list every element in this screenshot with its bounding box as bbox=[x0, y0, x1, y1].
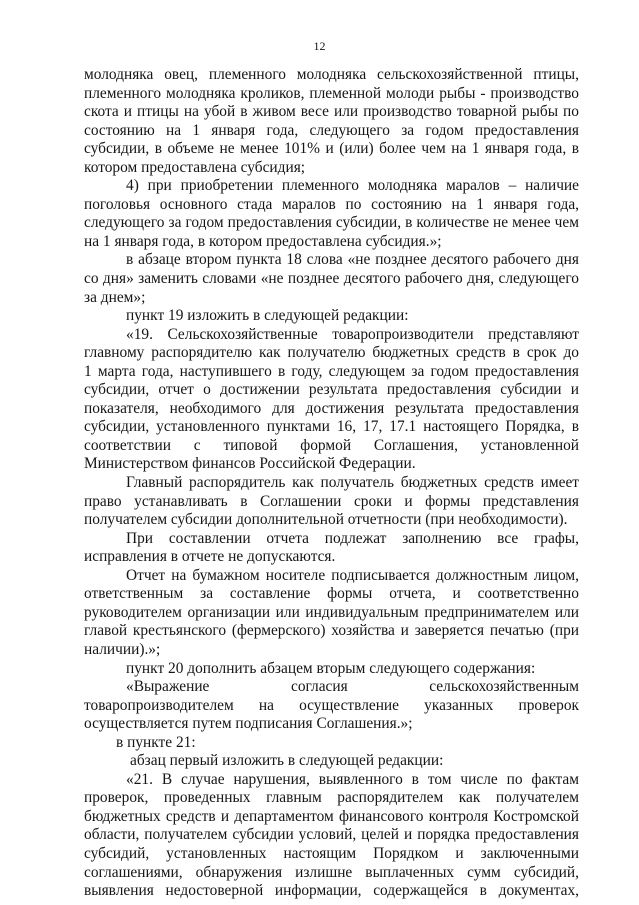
text-line: области, получателем субсидии условий, целей и порядка предоставления bbox=[84, 826, 579, 844]
text-line: руководителем организации или индивидуальным предпринимателем или bbox=[84, 603, 579, 621]
text-line: 1 марта года, наступившего в году, следующем за годом предоставления bbox=[84, 362, 579, 380]
text-line: субсидии, отчет о достижении результата предоставления субсидии и bbox=[84, 381, 579, 399]
text-line: племенного молодняка кроликов, племенной молоди рыбы - производство bbox=[84, 84, 579, 102]
text-line: пункт 19 изложить в следующей редакции: bbox=[126, 307, 409, 325]
text-line: пункт 20 дополнить абзацем вторым следующего содержания: bbox=[126, 659, 536, 677]
text-line: Главный распорядитель как получатель бюджетных средств имеет bbox=[126, 474, 579, 492]
text-line: «Выражение согласия сельскохозяйственным bbox=[126, 678, 579, 696]
text-line: выявления недостоверной информации, содержащейся в документах, bbox=[84, 882, 579, 900]
document-body bbox=[84, 66, 579, 901]
text-line: молодняка овец, племенного молодняка сельскохозяйственной птицы, bbox=[84, 66, 579, 83]
text-line: субсидии, в объеме не менее 101% и (или) более чем на 1 января года, в bbox=[84, 140, 579, 158]
text-line: в пункте 21: bbox=[116, 733, 196, 751]
text-line: состоянию на 1 января года, следующего за годом предоставления bbox=[84, 121, 579, 139]
text-line: субсидии, установленного пунктами 16, 17, 17.1 настоящего Порядка, в bbox=[84, 418, 579, 436]
text-line: главному распорядителю как получателю бюджетных средств в срок до bbox=[84, 344, 579, 362]
text-line: получателем субсидии дополнительной отчетности (при необходимости). bbox=[84, 511, 568, 529]
text-line: наличии).»; bbox=[84, 640, 161, 658]
text-line: «19. Сельскохозяйственные товаропроизводители представляют bbox=[126, 325, 579, 343]
text-line: следующего за годом предоставления субсидии, в количестве не менее чем bbox=[84, 214, 579, 232]
text-line: со дня» заменить словами «не позднее десятого рабочего дня, следующего bbox=[84, 270, 579, 288]
text-line: товаропроизводителем на осуществление указанных проверок bbox=[84, 696, 579, 714]
text-line: право устанавливать в Соглашении сроки и формы представления bbox=[84, 492, 579, 510]
text-line: Министерством финансов Российской Федерации. bbox=[84, 455, 416, 473]
text-line: проверок, проведенных главным распорядителем как получателем bbox=[84, 789, 579, 807]
text-line: за днем»; bbox=[84, 288, 146, 306]
text-line: ответственным за составление формы отчета, и соответственно bbox=[84, 585, 579, 603]
text-line: осуществляется путем подписания Соглашения.»; bbox=[84, 715, 413, 733]
text-line: соглашениями, обнаружения излишне выплаченных сумм субсидий, bbox=[84, 863, 579, 881]
text-line: соответствии с типовой формой Соглашения, установленной bbox=[84, 436, 579, 454]
text-line: скота и птицы на убой в живом весе или производство товарной рыбы по bbox=[84, 103, 579, 121]
text-line: «21. В случае нарушения, выявленного в том числе по фактам bbox=[126, 770, 579, 788]
text-line: бюджетных средств и департаментом финансового контроля Костромской bbox=[84, 807, 579, 825]
text-line: абзац первый изложить в следующей редакции: bbox=[130, 752, 444, 770]
text-line: исправления в отчете не допускаются. bbox=[84, 548, 336, 566]
text-line: в абзаце втором пункта 18 слова «не позднее десятого рабочего дня bbox=[126, 251, 579, 269]
text-line: на 1 января года, в котором предоставлена субсидия.»; bbox=[84, 232, 442, 250]
text-line: 4) при приобретении племенного молодняка маралов – наличие bbox=[126, 177, 579, 195]
text-line: Отчет на бумажном носителе подписывается должностным лицом, bbox=[126, 566, 579, 584]
text-line: поголовья основного стада маралов по состоянию на 1 января года, bbox=[84, 195, 579, 213]
text-line: субсидий, установленных настоящим Порядком и заключенными bbox=[84, 844, 579, 862]
text-line: главой крестьянского (фермерского) хозяйства и заверяется печатью (при bbox=[84, 622, 579, 640]
page-number: 12 bbox=[313, 39, 326, 53]
text-line: котором предоставлена субсидия; bbox=[84, 158, 306, 176]
text-line: При составлении отчета подлежат заполнению все графы, bbox=[126, 529, 579, 547]
text-line: показателя, необходимого для достижения результата предоставления bbox=[84, 399, 579, 417]
